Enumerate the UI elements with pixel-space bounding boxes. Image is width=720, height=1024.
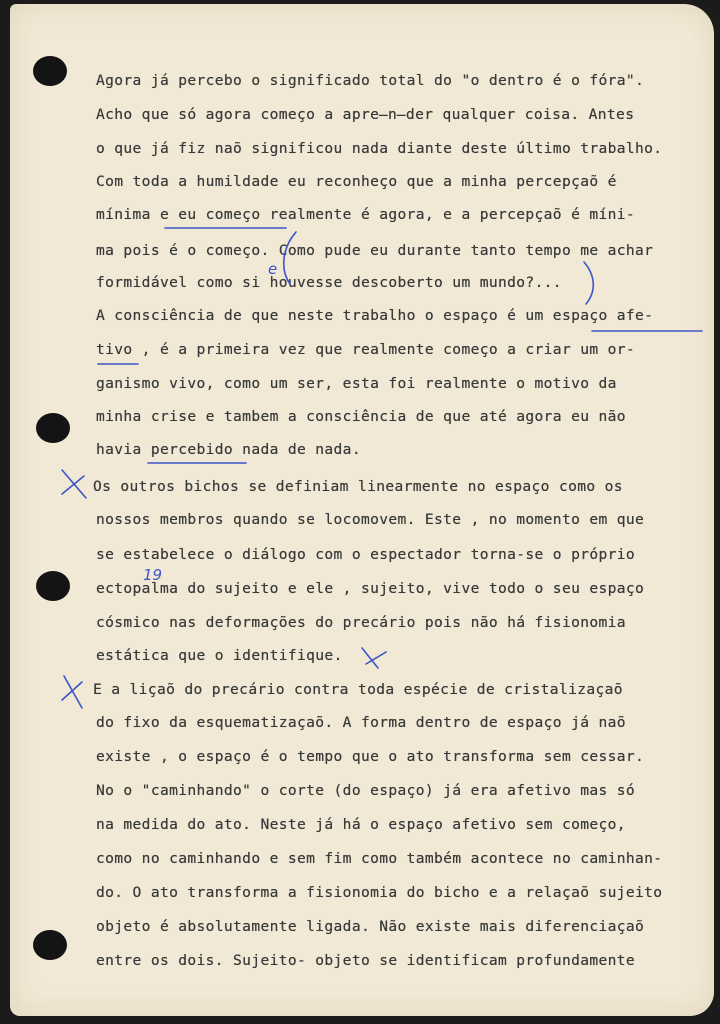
- text-line: o que já fiz naõ significou nada diante deste último trabalho.: [96, 140, 663, 157]
- text-line: Com toda a humildade eu reconheço que a minha percepçaõ é: [96, 173, 617, 190]
- text-line: No o "caminhando" o corte (do espaço) já era afetivo mas só: [96, 782, 636, 799]
- text-line: tivo , é a primeira vez que realmente começo a criar um or-: [96, 341, 636, 358]
- text-line: do. O ato transforma a fisionomia do bicho e a relaçaõ sujeito: [96, 884, 663, 901]
- text-line: se estabelece o diálogo com o espectador torna-se o próprio: [96, 546, 636, 563]
- text-line: E a liçaõ do precário contra toda espécie de cristalizaçaõ: [93, 681, 623, 698]
- insert-19-annotation: 19: [143, 566, 163, 584]
- text-line: existe , o espaço é o tempo que o ato transforma sem cessar.: [96, 748, 645, 765]
- text-line: na medida do ato. Neste já há o espaço afetivo sem começo,: [96, 816, 626, 833]
- text-line: formidável como si houvesse descoberto um mundo?...: [96, 274, 562, 291]
- text-line: mínima e eu começo realmente é agora, e a percepçaõ é míni-: [96, 206, 636, 223]
- text-line: ganismo vivo, como um ser, esta foi realmente o motivo da: [96, 375, 617, 392]
- text-line: do fixo da esquematizaçaõ. A forma dentro de espaço já naõ: [96, 714, 626, 731]
- text-line: objeto é absolutamente ligada. Não existe mais diferenciaçaõ: [96, 918, 645, 935]
- text-line: ectopalma do sujeito e ele , sujeito, vive todo o seu espaço: [96, 580, 645, 597]
- text-line: Agora já percebo o significado total do "o dentro é o fóra".: [96, 72, 645, 89]
- text-line: minha crise e tambem a consciência de que até agora eu não: [96, 408, 626, 425]
- text-line: nossos membros quando se locomovem. Este , no momento em que: [96, 511, 645, 528]
- text-line: A consciência de que neste trabalho o espaço é um espaço afe-: [96, 307, 654, 324]
- insert-e-annotation: e: [268, 260, 278, 278]
- text-line: Acho que só agora começo a apre̶n̶der qualquer coisa. Antes: [96, 106, 635, 123]
- text-line: havia percebido nada de nada.: [96, 441, 361, 458]
- text-line: cósmico nas deformações do precário pois não há fisionomia: [96, 614, 626, 631]
- text-line: ma pois é o começo. Como pude eu durante tanto tempo me achar: [96, 242, 654, 259]
- text-line: estática que o identifique.: [96, 647, 343, 664]
- text-line: entre os dois. Sujeito- objeto se identificam profundamente: [96, 952, 636, 969]
- text-line: como no caminhando e sem fim como também acontece no caminhan-: [96, 850, 663, 867]
- text-line: Os outros bichos se definiam linearmente no espaço como os: [93, 478, 623, 495]
